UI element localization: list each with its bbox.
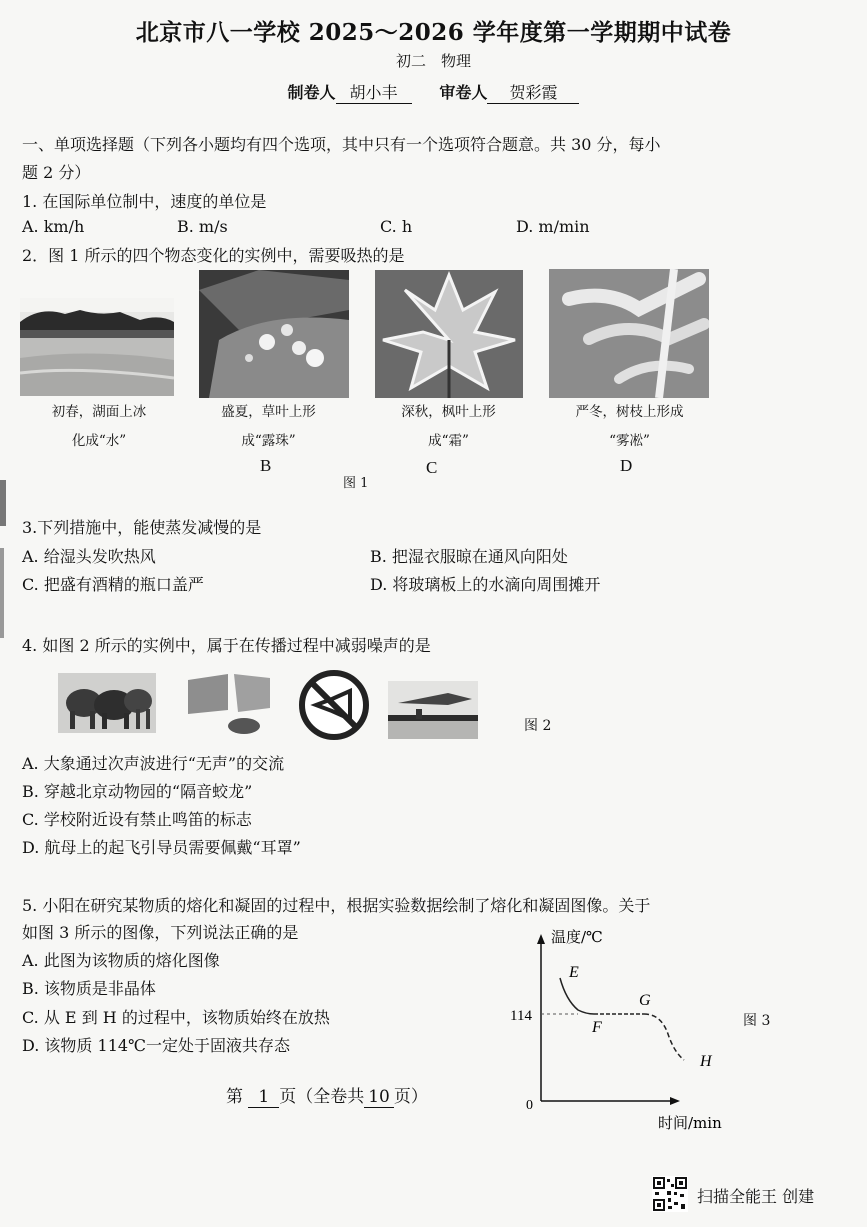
no-honking-sign-icon — [298, 669, 370, 741]
q3-option-a: A. 给湿头发吹热风 — [22, 547, 156, 566]
fig1-letter-c: C — [426, 458, 438, 477]
fig3-label: 图 3 — [743, 1013, 771, 1029]
q1-stem: 1. 在国际单位制中，速度的单位是 — [22, 192, 267, 211]
page-total: 10 — [364, 1087, 394, 1108]
fig1-label: 图 1 — [343, 476, 369, 491]
fig1-caption-b — [186, 398, 351, 456]
q5-stem-cont: 如图 3 所示的图像，下列说法正确的是 — [22, 923, 299, 942]
photo-carrier-deck — [388, 681, 478, 739]
fig1-caption-c — [366, 398, 531, 456]
photo-dew-drops — [199, 270, 349, 398]
page-footer — [226, 1082, 428, 1108]
q5-stem: 5. 小阳在研究某物质的熔化和凝固的过程中，根据实验数据绘制了熔化和凝固图像。关于 — [22, 896, 651, 915]
scanner-watermark: 扫描全能王 创建 — [697, 1187, 815, 1206]
x-axis-label: 时间/min — [658, 1114, 722, 1132]
photo-sound-barrier — [184, 670, 272, 738]
footer-middle: 页（全卷共 — [279, 1087, 365, 1107]
caption-line: 成“霜” — [428, 433, 469, 449]
fig2-label: 图 2 — [524, 718, 552, 734]
page-number: 1 — [248, 1087, 279, 1108]
maker-name: 胡小丰 — [336, 80, 412, 104]
q4-option-a: A. 大象通过次声波进行“无声”的交流 — [22, 754, 285, 773]
fig1-caption-a — [14, 398, 184, 456]
photo-rime-branches — [549, 269, 709, 398]
footer-suffix: 页） — [393, 1087, 428, 1107]
caption-line: 盛夏，草叶上形 — [221, 404, 316, 420]
q4-stem: 4. 如图 2 所示的实例中，属于在传播过程中减弱噪声的是 — [22, 636, 431, 655]
photo-frost-leaf — [375, 270, 523, 398]
q3-option-d: D. 将玻璃板上的水滴向周围摊开 — [370, 575, 601, 594]
point-label-h: H — [700, 1053, 712, 1070]
origin-label: 0 — [526, 1098, 533, 1113]
section-heading-cont: 题 2 分） — [22, 163, 91, 182]
y-axis-label: 温度/℃ — [551, 928, 603, 946]
q1-option-c: C. h — [380, 217, 413, 236]
q3-option-c: C. 把盛有酒精的瓶口盖严 — [22, 575, 204, 594]
caption-line: 化成“水” — [71, 433, 127, 449]
q5-option-c: C. 从 E 到 H 的过程中，该物质始终在放热 — [22, 1008, 330, 1027]
qr-code-icon — [652, 1176, 688, 1212]
point-label-f: F — [592, 1019, 602, 1036]
fig1-letter-b: B — [260, 456, 272, 475]
caption-line: 成“露珠” — [241, 433, 296, 449]
q3-option-b: B. 把湿衣服晾在通风向阳处 — [370, 547, 568, 566]
section-heading: 一、单项选择题（下列各小题均有四个选项，其中只有一个选项符合题意。共 30 分，每小 — [22, 135, 661, 154]
binding-mark — [0, 480, 6, 526]
q1-option-d: D. m/min — [516, 217, 590, 236]
caption-line: 严冬，树枝上形成 — [575, 404, 684, 420]
q4-option-c: C. 学校附近设有禁止鸣笛的标志 — [22, 810, 252, 829]
q5-option-b: B. 该物质是非晶体 — [22, 979, 156, 998]
q5-option-d: D. 该物质 114℃一定处于固液共存态 — [22, 1036, 290, 1055]
q3-stem: 3.下列措施中，能使蒸发减慢的是 — [22, 518, 262, 537]
author-line — [0, 80, 867, 104]
q1-option-b: B. m/s — [177, 217, 228, 236]
q1-option-a: A. km/h — [22, 217, 85, 236]
q4-option-d: D. 航母上的起飞引导员需要佩戴“耳罩” — [22, 838, 301, 857]
reviewer-name: 贺彩霞 — [487, 80, 579, 104]
q5-option-a: A. 此图为该物质的熔化图像 — [22, 951, 220, 970]
y-axis-arrow — [537, 934, 545, 944]
fig1-letter-d: D — [620, 456, 633, 475]
photo-elephants — [58, 673, 156, 733]
footer-prefix: 第 — [226, 1087, 243, 1107]
y-tick-114: 114 — [510, 1008, 532, 1024]
reviewer-label: 审卷人 — [439, 83, 488, 102]
curve-e-f — [560, 978, 594, 1014]
curve-g-h — [644, 1014, 684, 1060]
maker-label: 制卷人 — [287, 83, 336, 102]
subject-line: 初二 物理 — [395, 52, 471, 70]
fig3-chart — [496, 920, 776, 1140]
x-axis-arrow — [670, 1097, 680, 1105]
binding-mark — [0, 548, 4, 638]
photo-ice-melting — [20, 298, 174, 396]
point-label-e: E — [569, 964, 579, 981]
page-title: 北京市八一学校 2025～2026 学年度第一学期期中试卷 — [135, 19, 732, 46]
fig1-caption-d — [547, 398, 712, 456]
q4-option-b: B. 穿越北京动物园的“隔音蛟龙” — [22, 782, 253, 801]
q2-stem: 2．图 1 所示的四个物态变化的实例中，需要吸热的是 — [22, 246, 405, 265]
point-label-g: G — [639, 992, 651, 1009]
caption-line: 深秋，枫叶上形 — [401, 404, 496, 420]
caption-line: “雾凇” — [609, 433, 650, 449]
caption-line: 初春，湖面上冰 — [51, 404, 147, 420]
